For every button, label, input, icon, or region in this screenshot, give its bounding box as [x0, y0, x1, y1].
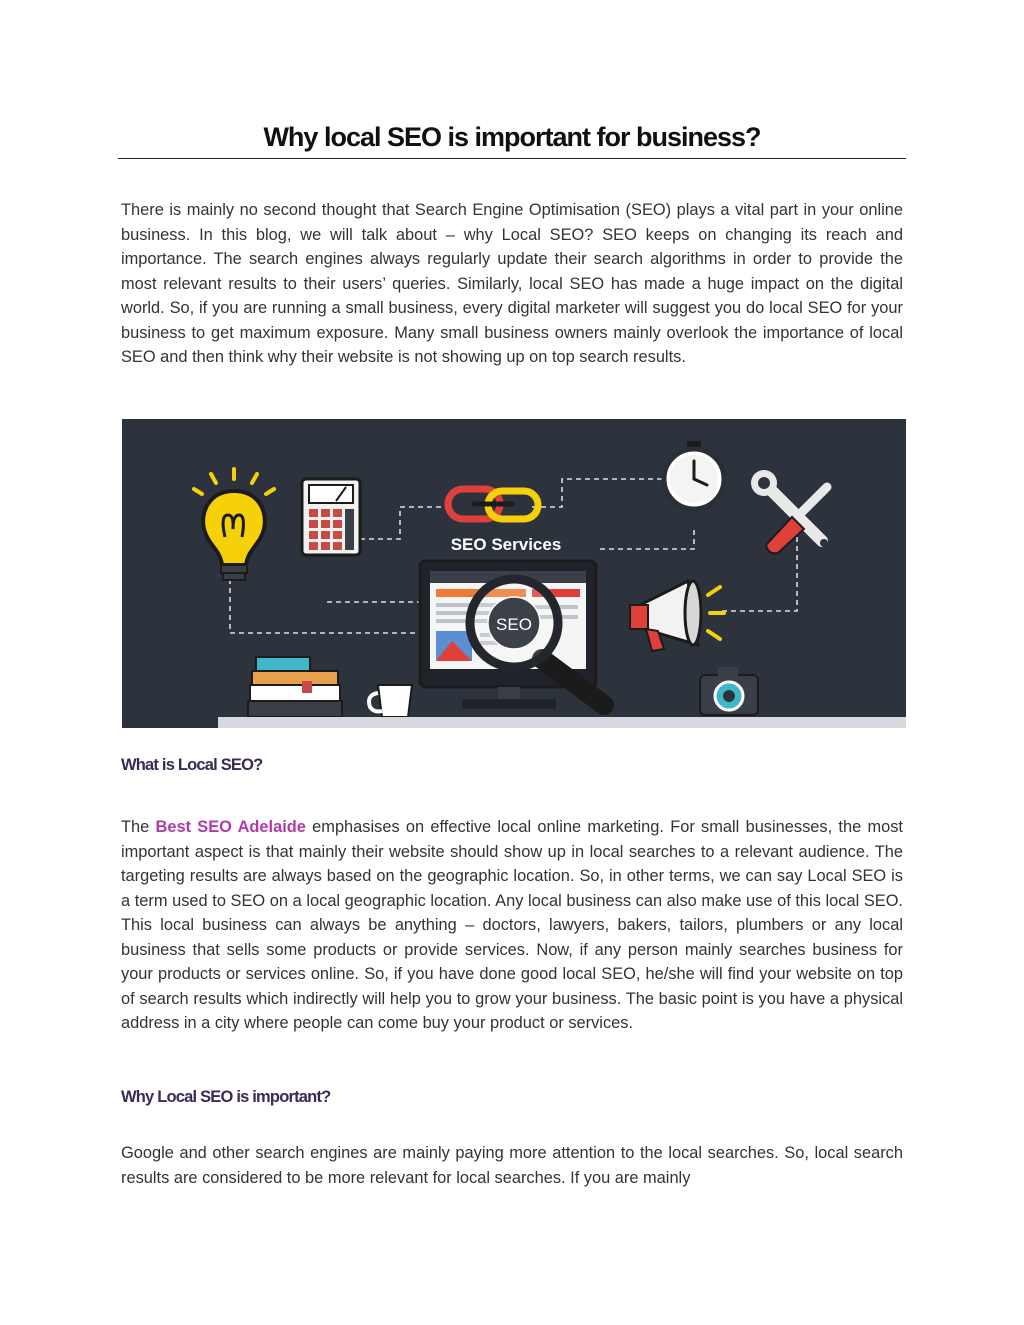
chain-link-icon	[448, 489, 538, 519]
megaphone-icon	[630, 581, 724, 651]
section-paragraph-what-is-local-seo	[121, 815, 903, 1036]
seo-services-label: SEO Services	[450, 535, 562, 554]
calculator-icon	[302, 479, 360, 555]
desk-surface	[218, 717, 906, 728]
section-heading-why-local-seo: Why Local SEO is important?	[121, 1088, 331, 1106]
camera-icon	[700, 667, 758, 715]
intro-paragraph: There is mainly no second thought that Search Engine Optimisation (SEO) plays a vital part in your online business. In this blog, we will talk about – why Local SEO? SEO keeps on changing its reach and importance. The search engines always regularly update their search algorithms in order to provide the most relevant results to their users’ queries. Similarly, local SEO has made a huge impact on the digital world. So, if you are running a small business, every digital marketer will suggest you do local SEO for your business to get maximum exposure. Many small business owners mainly overlook the importance of local SEO and then think why their website is not showing up on top search results.	[121, 201, 903, 366]
seo-services-illustration	[122, 419, 906, 728]
seo-badge: SEO	[496, 615, 532, 634]
best-seo-adelaide-link[interactable]: Best SEO Adelaide	[155, 818, 306, 836]
books-icon	[248, 657, 342, 717]
title-divider	[118, 158, 906, 159]
coffee-cup-icon	[369, 685, 412, 717]
section-paragraph-why-local-seo: Google and other search engines are mainly paying more attention to the local searches. So, local search results are considered to be more relevant for local searches. If you are mainly	[121, 1144, 903, 1187]
page-title: Why local SEO is important for business?	[263, 122, 761, 152]
paragraph-text: The	[121, 818, 156, 836]
clock-icon	[664, 441, 724, 509]
light-bulb-icon	[194, 469, 274, 580]
paragraph-text: emphasises on effective local online marketing. For small businesses, the most important aspect is that mainly their website should show up in local searches to a relevant audience. The targeting results are always based on the geographic location. So, in other terms, we can say Local SEO is a term used to SEO on a local geographic location. Any local business can also make use of this local SEO. This local business can always be anything – doctors, lawyers, bakers, tailors, plumbers or any local business that sells some products or provide services. Now, if any person mainly searches business for your products or services online. So, if you have done good local SEO, he/she will find your website on top of search results which indirectly will help you to grow your business. The basic point is you have a physical address in a city where people can come buy your product or services.	[121, 818, 903, 1032]
section-heading-what-is-local-seo: What is Local SEO?	[121, 756, 263, 774]
wrench-screwdriver-icon	[751, 470, 828, 553]
